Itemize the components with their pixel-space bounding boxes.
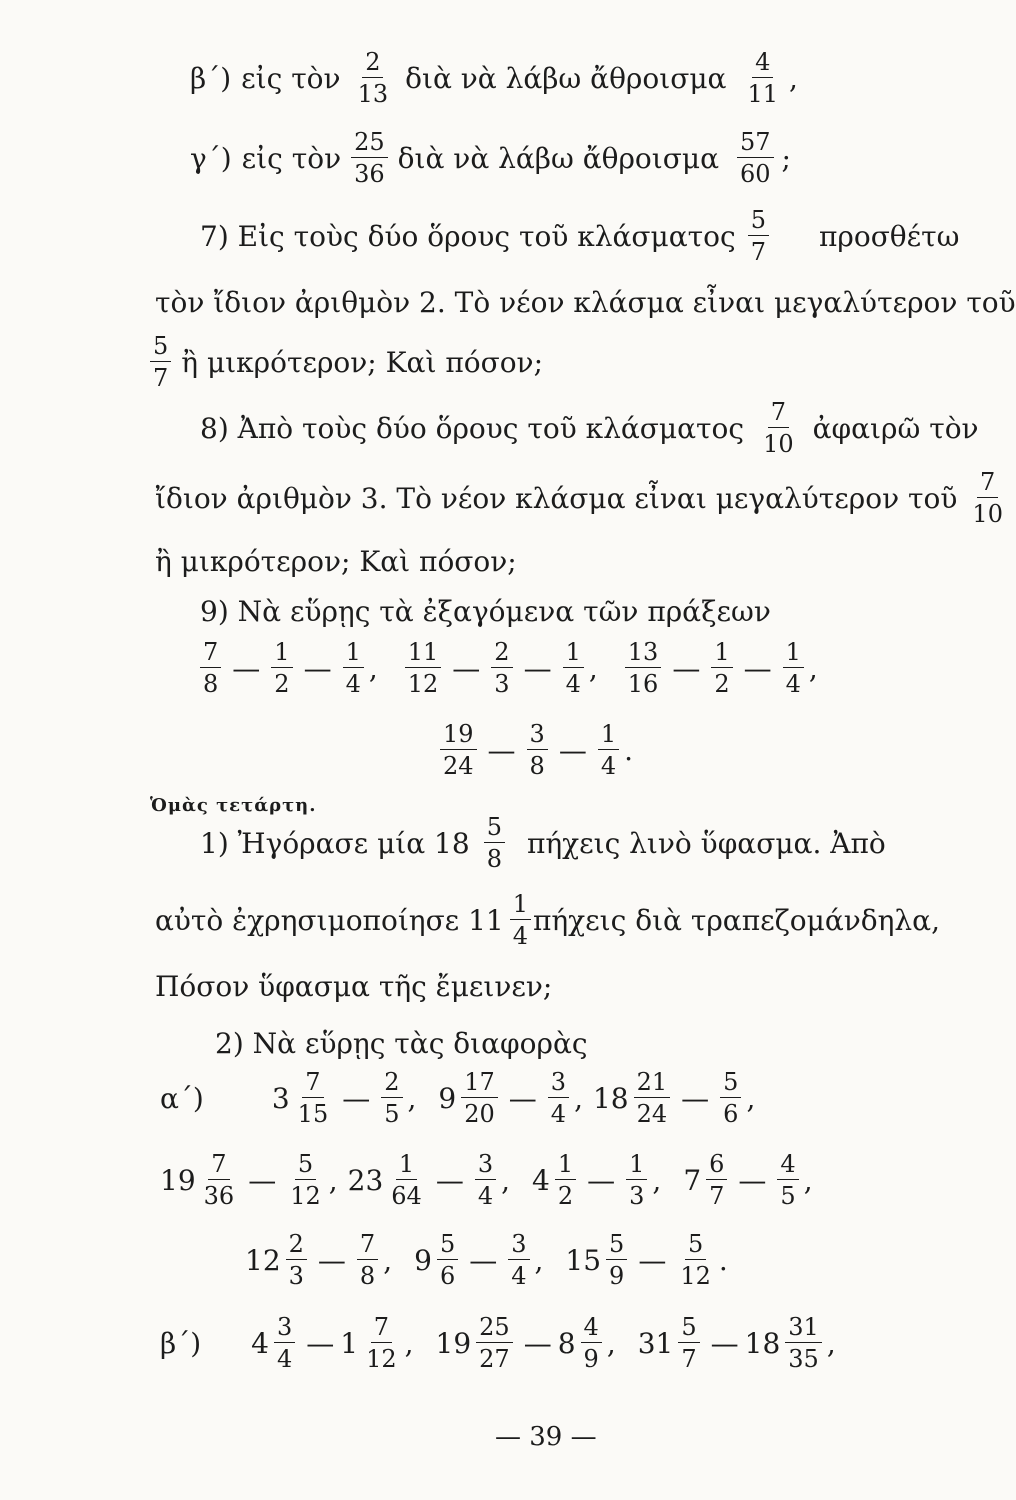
fraction: 7 15 [297, 1068, 329, 1128]
fraction: 25 27 [476, 1315, 513, 1371]
fraction: 31 35 [785, 1315, 822, 1371]
text: εἰς τὸν [241, 141, 342, 175]
fraction: 3 4 [548, 1070, 569, 1126]
fraction: 7 8 [200, 640, 221, 696]
fraction: 2 3 [491, 640, 512, 696]
question-2a-row-1: α΄) 3 7 15 — 2 5 , 9 17 20 — 3 4 , 18 21 24 — 5 6 , [160, 1068, 756, 1128]
fraction: 1 4 [598, 722, 619, 778]
fraction: 4 9 [581, 1315, 602, 1371]
item-beta: β΄) εἰς τὸν 2 13 διὰ νὰ λάβω ἄθροισμα 4 11 , [190, 48, 798, 108]
fraction: 5 6 [437, 1232, 458, 1288]
question-2a-row-3: 12 2 3 — 7 8 , 9 5 6 — 3 4 , 15 5 9 — 5 12 . [245, 1230, 728, 1290]
text: διὰ νὰ λάβω ἄθροισμα [405, 61, 727, 95]
problem-8-line-3: ἢ μικρότερον; Καὶ πόσον; [155, 545, 517, 578]
fraction: 1 4 [510, 892, 531, 948]
fraction: 4 11 [747, 48, 778, 108]
question-2: 2) Νὰ εὕρῃς τὰς διαφορὰς [215, 1027, 588, 1060]
fraction: 5 7 [150, 334, 171, 390]
fraction: 3 4 [508, 1232, 529, 1288]
fraction: 57 60 [737, 130, 774, 186]
fraction: 5 6 [720, 1070, 741, 1126]
fraction: 21 24 [634, 1070, 671, 1126]
fraction: 1 2 [555, 1152, 576, 1208]
label: γ΄) [190, 141, 232, 175]
fraction: 25 36 [351, 130, 388, 186]
question-2b: β΄) 4 3 4 — 1 7 12 , 19 25 27 — 8 4 9 , 31 5 7 — 18 31 35 , [160, 1313, 836, 1373]
problem-7 [200, 208, 960, 264]
problem-9: 9) Νὰ εὕρῃς τὰ ἐξαγόμενα τῶν πράξεων [200, 595, 771, 628]
text: εἰς τὸν [241, 61, 341, 95]
fraction: 3 4 [475, 1152, 496, 1208]
fraction: 3 4 [274, 1315, 295, 1371]
text: διὰ νὰ λάβω ἄθροισμα [397, 141, 719, 175]
fraction: 7 36 [203, 1150, 235, 1210]
problem-7-line-3: 5 7 ἢ μικρότερον; Καὶ πόσον; [150, 334, 543, 390]
fraction: 2 13 [357, 48, 389, 108]
fraction: 1 4 [563, 640, 584, 696]
fraction: 7 12 [366, 1313, 397, 1373]
problem-9-expressions: 7 8 — 1 2 — 1 4 , 11 12 — 2 3 — 1 4 , 13 16 — 1 2 — 1 4 , [195, 640, 818, 696]
text: 7) Εἰς τοὺς δύο ὅρους τοῦ κλάσματος [200, 219, 736, 253]
problem-8-line-2: ἴδιον ἀριθμὸν 3. Τὸ νέον κλάσμα εἶναι μεγαλύτερον τοῦ 7 10 [155, 470, 1006, 526]
item-gamma: γ΄) εἰς τὸν 25 36 διὰ νὰ λάβω ἄθροισμα 57 60 ; [190, 128, 791, 188]
question-2a-row-2: 19 7 36 — 5 12 , 23 1 64 — 3 4 , 4 1 2 — 1 3 , 7 6 7 — 4 5 , [160, 1150, 813, 1210]
problem-8 [200, 400, 979, 456]
fraction: 5 12 [680, 1230, 711, 1290]
text: 8) Ἀπὸ τοὺς δύο ὅρους τοῦ κλάσματος [200, 411, 745, 445]
text: προσθέτω [818, 219, 960, 253]
question-1-line-2: αὐτὸ ἐχρησιμοποίησε 11 1 4 πήχεις διὰ τραπεζομάνδηλα, [155, 890, 940, 950]
fraction: 11 12 [405, 640, 442, 696]
fraction: 2 3 [286, 1232, 307, 1288]
fraction: 5 9 [606, 1232, 627, 1288]
fraction: 7 8 [357, 1232, 378, 1288]
fraction: 5 7 [748, 208, 769, 264]
page-number: — 39 — [495, 1422, 597, 1452]
problem-9-expression-4: 19 24 — 3 8 — 1 4 . [435, 722, 633, 778]
question-1-line-3: Πόσον ὕφασμα τῆς ἔμεινεν; [155, 970, 553, 1003]
fraction: 5 8 [484, 815, 505, 871]
fraction: 1 2 [271, 640, 292, 696]
fraction: 1 4 [343, 640, 364, 696]
fraction: 1 4 [783, 640, 804, 696]
fraction: 4 5 [777, 1152, 798, 1208]
question-1: 1) Ἠγόρασε μία 18 5 8 πήχεις λινὸ ὕφασμα. Ἀπὸ [200, 813, 886, 873]
fraction: 17 20 [461, 1070, 498, 1126]
problem-7-line-2: τὸν ἴδιον ἀριθμὸν 2. Τὸ νέον κλάσμα εἶναι μεγαλύτερον τοῦ [155, 286, 1016, 319]
fraction: 1 64 [391, 1150, 422, 1210]
section-heading: Ὁμὰς τετάρτη. [150, 795, 317, 816]
fraction: 1 3 [626, 1152, 647, 1208]
fraction: 7 10 [763, 398, 794, 458]
fraction: 2 5 [381, 1070, 402, 1126]
fraction: 3 8 [527, 722, 548, 778]
fraction: 7 10 [972, 468, 1003, 528]
fraction: 6 7 [706, 1152, 727, 1208]
text: ἀφαιρῶ τὸν [812, 411, 979, 445]
fraction: 1 2 [711, 640, 732, 696]
label: β΄) [190, 61, 232, 95]
fraction: 5 12 [290, 1150, 321, 1210]
fraction: 13 16 [625, 640, 662, 696]
fraction: 19 24 [440, 722, 477, 778]
fraction: 5 7 [678, 1315, 699, 1371]
